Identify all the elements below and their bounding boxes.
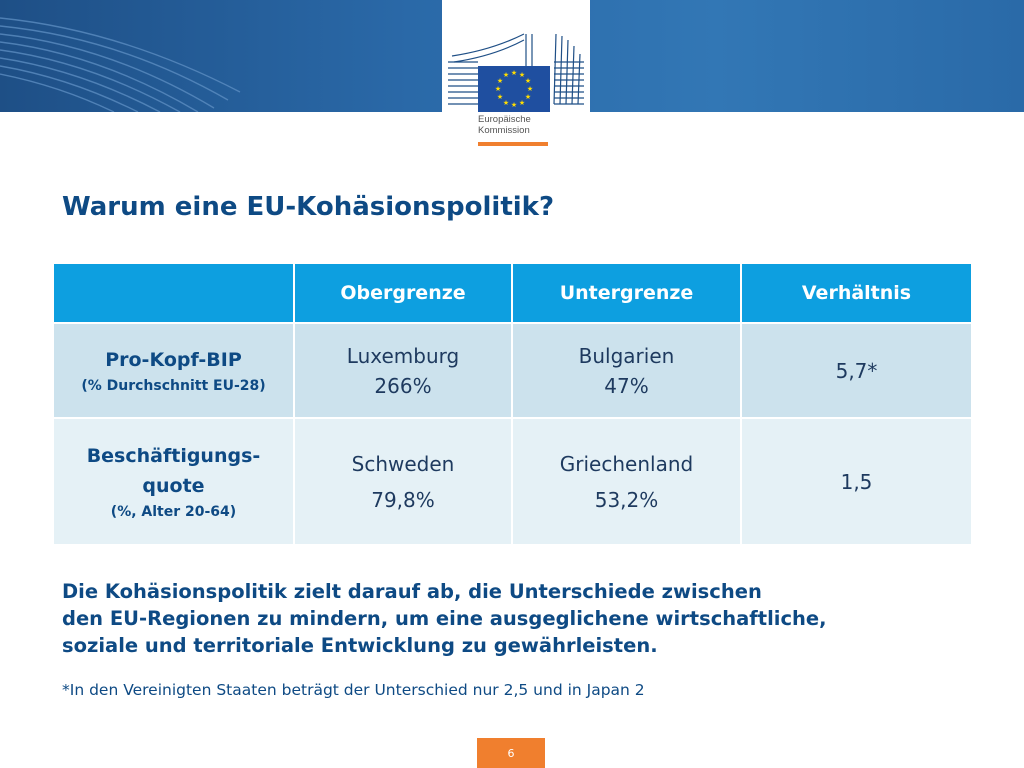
svg-text:★: ★ [518, 71, 526, 79]
svg-text:★: ★ [510, 101, 518, 109]
cohesion-comparison-table [52, 262, 973, 546]
header-ratio: Verhältnis [741, 263, 972, 323]
ratio-value: 5,7* [835, 358, 878, 383]
cell-upper [294, 323, 512, 418]
header-empty [53, 263, 294, 323]
svg-text:★: ★ [518, 99, 526, 107]
country-name: Schweden [351, 451, 455, 476]
header-lower-limit: Untergrenze [512, 263, 741, 323]
ratio-value: 1,5 [840, 469, 873, 494]
table-row [53, 418, 972, 545]
cell-lower [512, 418, 741, 545]
row-label-sub: (% Durchschnitt EU-28) [81, 377, 266, 394]
summary-line: soziale und territoriale Entwicklung zu gewährleisten. [62, 634, 658, 657]
summary-text [62, 578, 982, 659]
logo-underline [478, 142, 548, 146]
row-label-gdp [53, 323, 294, 418]
row-label-sub: (%, Alter 20-64) [110, 503, 237, 520]
header-upper-limit: Obergrenze [294, 263, 512, 323]
row-label-employment [53, 418, 294, 545]
svg-text:★: ★ [496, 77, 504, 85]
slide-title: Warum eine EU-Kohäsionspolitik? [62, 192, 555, 222]
logo-line-2: Kommission [478, 125, 530, 136]
cell-lower [512, 323, 741, 418]
country-value: 47% [604, 373, 649, 398]
logo-line-1: Europäische [478, 114, 531, 125]
country-name: Griechenland [559, 451, 694, 476]
row-label-main: Beschäftigungs- [86, 444, 261, 467]
footnote: *In den Vereinigten Staaten beträgt der Unterschied nur 2,5 und in Japan 2 [62, 681, 645, 699]
cell-ratio [741, 418, 972, 545]
country-value: 266% [374, 373, 432, 398]
table-row [53, 323, 972, 418]
country-value: 79,8% [371, 487, 435, 512]
country-name: Luxemburg [346, 343, 460, 368]
page-number: 6 [477, 738, 545, 768]
svg-text:★: ★ [524, 77, 532, 85]
row-label-main: Pro-Kopf-BIP [105, 348, 242, 371]
summary-line: den EU-Regionen zu mindern, um eine ausgeglichene wirtschaftliche, [62, 607, 827, 630]
building-icon [442, 0, 590, 112]
svg-text:★: ★ [496, 93, 504, 101]
svg-text:★: ★ [510, 69, 518, 77]
table-header-row [53, 263, 972, 323]
svg-text:★: ★ [502, 71, 510, 79]
logo-wordmark [478, 114, 531, 136]
cell-ratio [741, 323, 972, 418]
row-label-main-cont: quote [142, 474, 205, 497]
summary-line: Die Kohäsionspolitik zielt darauf ab, die Unterschiede zwischen [62, 580, 762, 603]
svg-text:★: ★ [494, 85, 502, 93]
svg-text:★: ★ [524, 93, 532, 101]
ec-logo [442, 0, 590, 150]
svg-text:★: ★ [502, 99, 510, 107]
country-value: 53,2% [594, 487, 659, 512]
country-name: Bulgarien [578, 343, 675, 368]
svg-text:★: ★ [526, 85, 534, 93]
cell-upper [294, 418, 512, 545]
